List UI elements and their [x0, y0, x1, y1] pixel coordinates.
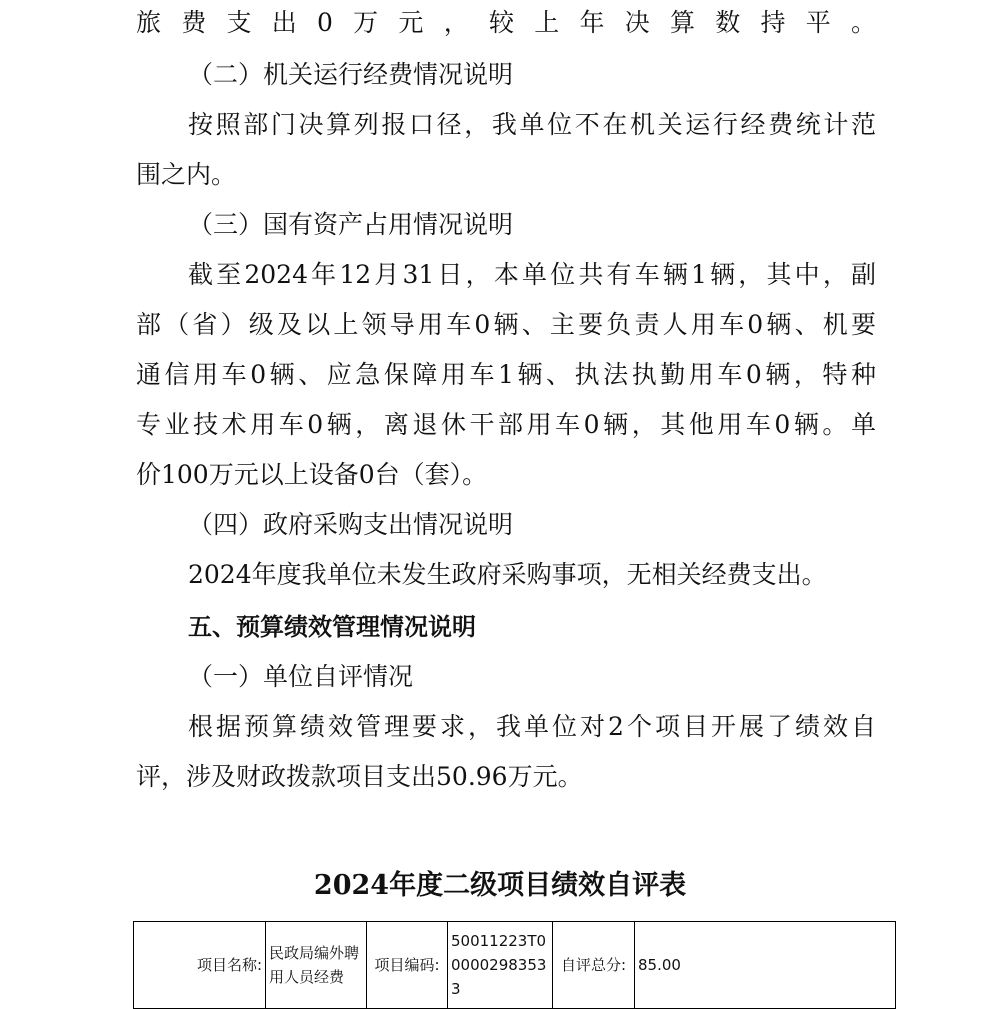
project-name-value: 民政局编外聘用人员经费	[266, 922, 367, 1009]
paragraph-line: 根据预算绩效管理要求，我单位对2个项目开展了绩效自	[188, 712, 876, 741]
table-row	[134, 922, 896, 1009]
evaluation-table	[133, 921, 896, 1009]
paragraph-line: 围之内。	[136, 160, 237, 189]
self-score-value: 85.00	[635, 922, 896, 1009]
self-score-label: 自评总分:	[553, 922, 635, 1009]
paragraph-line: 价100万元以上设备0台（套）。	[136, 460, 488, 489]
section-heading: （三）国有资产占用情况说明	[188, 210, 514, 239]
paragraph-line: 专业技术用车0辆，离退休干部用车0辆，其他用车0辆。单	[136, 410, 876, 439]
project-code-label: 项目编码:	[367, 922, 448, 1009]
project-code-value: 50011223T000002983533	[448, 922, 553, 1009]
paragraph-line: 通信用车0辆、应急保障用车1辆、执法执勤用车0辆，特种	[136, 360, 876, 389]
paragraph-line: 旅费支出0万元，较上年决算数持平。	[136, 8, 876, 37]
chapter-heading: 五、预算绩效管理情况说明	[188, 613, 476, 641]
paragraph-line: 部（省）级及以上领导用车0辆、主要负责人用车0辆、机要	[136, 310, 876, 339]
paragraph-line: 评，涉及财政拨款项目支出50.96万元。	[136, 762, 583, 791]
paragraph-line: 按照部门决算列报口径，我单位不在机关运行经费统计范	[188, 110, 876, 139]
paragraph-line: 2024年度我单位未发生政府采购事项，无相关经费支出。	[188, 560, 827, 589]
section-heading: （一）单位自评情况	[188, 662, 414, 691]
table-title: 2024年度二级项目绩效自评表	[313, 870, 687, 901]
section-heading: （二）机关运行经费情况说明	[188, 60, 514, 89]
section-heading: （四）政府采购支出情况说明	[188, 510, 514, 539]
paragraph-line: 截至2024年12月31日，本单位共有车辆1辆，其中，副	[188, 260, 876, 289]
project-name-label: 项目名称:	[134, 922, 266, 1009]
